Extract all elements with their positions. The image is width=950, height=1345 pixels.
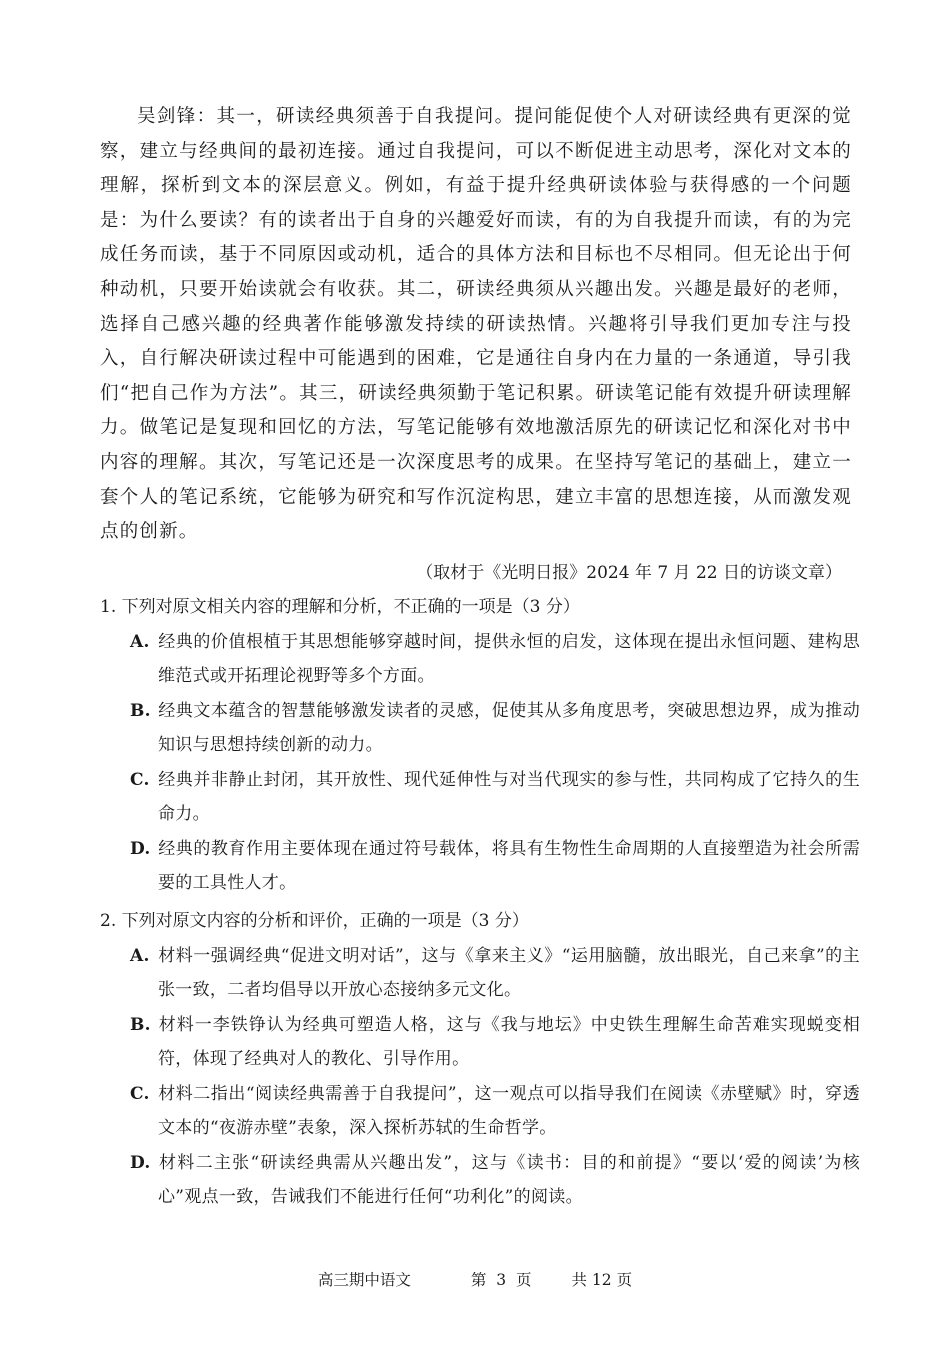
option-label: C. [130, 1083, 150, 1104]
option-c [100, 1077, 860, 1146]
option-label: A. [130, 945, 150, 966]
option-label: B. [130, 700, 151, 721]
question-stem: 2. 下列对原文内容的分析和评价，正确的一项是（3 分） [100, 911, 529, 931]
option-d [100, 1146, 860, 1215]
option-label: B. [130, 1014, 151, 1035]
question-1 [100, 590, 860, 901]
option-label: D. [130, 1152, 151, 1173]
option-text: 经典并非静止封闭，其开放性、现代延伸性与对当代现实的参与性，共同构成了它持久的生命力。 [158, 769, 860, 824]
option-c [100, 763, 860, 832]
option-b [100, 694, 860, 763]
option-a [100, 939, 860, 1008]
footer-subject: 高三期中语文 [317, 1271, 411, 1289]
question-2 [100, 904, 860, 1215]
option-text: 材料一强调经典“促进文明对话”，这与《拿来主义》“运用脑髓，放出眼光，自己来拿”的主张一致，二者均倡导以开放心态接纳多元文化。 [158, 945, 860, 1000]
page-footer [0, 1268, 950, 1290]
option-b [100, 1008, 860, 1077]
option-text: 经典的教育作用主要体现在通过符号载体，将具有生物性生命周期的人直接塑造为社会所需要的工具性人才。 [158, 838, 860, 893]
option-text: 经典的价值根植于其思想能够穿越时间，提供永恒的启发，这体现在提出永恒问题、建构思维范式或开拓理论视野等多个方面。 [158, 631, 860, 686]
option-text: 材料一李铁铮认为经典可塑造人格，这与《我与地坛》中史铁生理解生命苦难实现蜕变相符，体现了经典对人的教化、引导作用。 [158, 1014, 860, 1069]
option-a [100, 625, 860, 694]
passage-paragraph: 吴剑锋：其一，研读经典须善于自我提问。提问能促使个人对研读经典有更深的觉察，建立与经典间的最初连接。通过自我提问，可以不断促进主动思考，深化对文本的理解，探析到文本的深层意义。例如，有益于提升经典研读体验与获得感的一个问题是：为什么要读？有的读者出于自身的兴趣爱好而读，有的为自我提升而读，有的为完成任务而读，基于不同原因或动机，适合的具体方法和目标也不尽相同。但无论出于何种动机，只要开始读就会有收获。其二，研读经典须从兴趣出发。兴趣是最好的老师，选择自己感兴趣的经典著作能够激发持续的研读热情。兴趣将引导我们更加专注与投入，自行解决研读过程中可能遇到的困难，它是通往自身内在力量的一条通道，导引我们“把自己作为方法”。其三，研读经典须勤于笔记积累。研读笔记能有效提升研读理解力。做笔记是复现和回忆的方法，写笔记能够有效地激活原先的研读记忆和深化对书中内容的理解。其次，写笔记还是一次深度思考的成果。在坚持写笔记的基础上，建立一套个人的笔记系统，它能够为研究和写作沉淀构思，建立丰富的思想连接，从而激发观点的创新。 [100, 106, 852, 543]
passage-source: （取材于《光明日报》2024 年 7 月 22 日的访谈文章） [416, 563, 842, 583]
option-text: 材料二指出“阅读经典需善于自我提问”，这一观点可以指导我们在阅读《赤壁赋》时，穿透文本的“夜游赤壁”表象，深入探析苏轼的生命哲学。 [158, 1083, 860, 1138]
footer-total-pages: 共 12 页 [571, 1271, 633, 1289]
option-label: A. [130, 631, 150, 652]
option-d [100, 832, 860, 901]
option-label: C. [130, 769, 150, 790]
option-text: 材料二主张“研读经典需从兴趣出发”，这与《读书：目的和前提》“要以‘爱的阅读’为核心”观点一致，告诫我们不能进行任何“功利化”的阅读。 [158, 1152, 860, 1207]
option-label: D. [130, 838, 151, 859]
question-stem: 1. 下列对原文相关内容的理解和分析，不正确的一项是（3 分） [100, 597, 580, 617]
footer-page-number: 第 3 页 [470, 1271, 532, 1289]
option-text: 经典文本蕴含的智慧能够激发读者的灵感，促使其从多角度思考，突破思想边界，成为推动知识与思想持续创新的动力。 [158, 700, 860, 755]
